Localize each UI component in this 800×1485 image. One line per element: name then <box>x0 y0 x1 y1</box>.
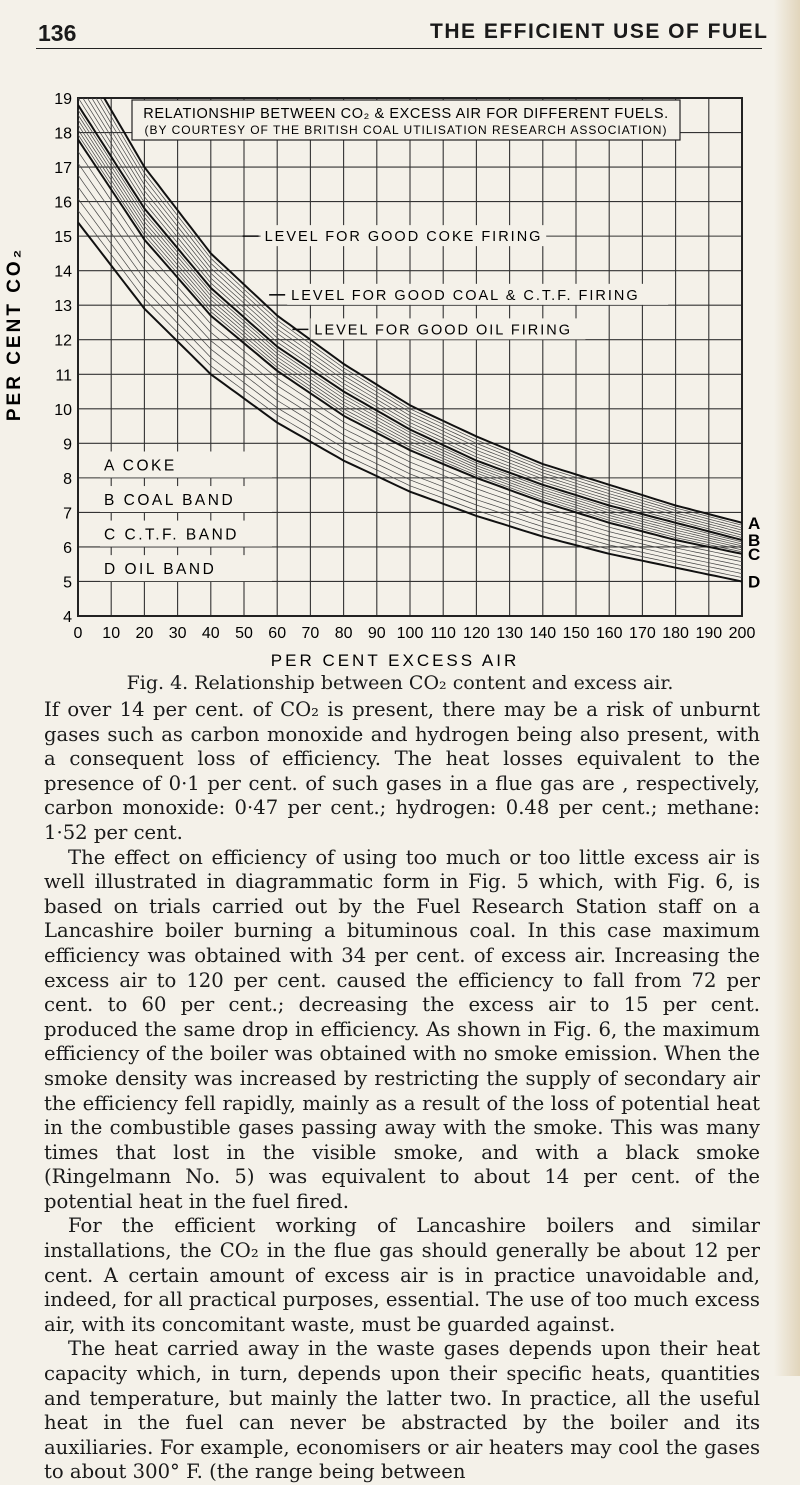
x-tick-label: 40 <box>201 625 220 642</box>
x-tick-label: 10 <box>102 625 121 642</box>
co2-excess-air-chart <box>0 84 800 670</box>
x-tick-label: 110 <box>430 625 456 642</box>
y-tick-label: 16 <box>54 194 72 212</box>
x-tick-label: 140 <box>529 625 557 642</box>
chart-title-box <box>132 100 680 140</box>
x-tick-label: 190 <box>695 625 723 642</box>
series-end-label: A <box>748 513 761 533</box>
y-tick-label: 6 <box>63 539 72 557</box>
y-tick-label: 11 <box>55 367 72 385</box>
x-tick-label: 70 <box>301 625 320 642</box>
chart-subtitle: (BY COURTESY OF THE BRITISH COAL UTILISATION RESEARCH ASSOCIATION) <box>144 123 668 137</box>
series-end-label: D <box>748 572 761 592</box>
y-tick-label: 19 <box>54 91 72 108</box>
paragraph-4: The heat carried away in the waste gases depends upon their heat capacity which, in turn, depends upon their specific heats, quantities and temperature, but mainly the latter two. In practice, all the useful heat in the fuel can never be abstracted by the boiler and its auxiliaries. For example, economisers or air heaters may cool the gases to about 300° F. (the range being between <box>44 1337 760 1484</box>
x-tick-label: 90 <box>367 625 386 642</box>
paragraph-1: If over 14 per cent. of CO₂ is present, there may be a risk of unburnt gases such as carbon monoxide and hydrogen being also present, with a consequent loss of efficiency. The heat losses equivalent to the presence of 0·1 per cent. of such gases in a flue gas are , respectively, carbon monoxide: 0·47 per cent.; hydrogen: 0.48 per cent.; methane: 1·52 per cent. <box>44 698 760 844</box>
x-tick-label: 120 <box>463 625 490 642</box>
y-tick-label: 5 <box>63 574 72 592</box>
page-header <box>0 0 800 60</box>
x-tick-label: 30 <box>168 625 187 642</box>
chart-annotations <box>243 225 669 339</box>
y-tick-label: 13 <box>54 298 72 316</box>
series-end-label: B <box>748 531 761 551</box>
series-end-label: C <box>748 544 761 564</box>
annotation-label: LEVEL FOR GOOD COAL & C.T.F. FIRING <box>291 287 640 304</box>
y-tick-label: 18 <box>54 125 72 143</box>
x-tick-label: 20 <box>135 625 154 642</box>
x-tick-label: 180 <box>662 625 689 642</box>
page-edge-stain <box>774 0 800 1376</box>
x-tick-label: 160 <box>595 625 623 642</box>
y-tick-label: 17 <box>54 160 72 178</box>
legend-entry: B COAL BAND <box>104 492 236 510</box>
legend-entry: C C.T.F. BAND <box>104 526 239 544</box>
legend-entry: D OIL BAND <box>104 561 217 579</box>
annotation-label: LEVEL FOR GOOD COKE FIRING <box>264 229 543 246</box>
paragraph-2: The effect on efficiency of using too much or too little excess air is well illustrated in diagrammatic form in Fig. 5 which, with Fig. 6, is based on trials carried out by the Fuel Research Station staff on a Lancashire boiler burning a bituminous coal. In this case maximum efficiency was obtained with 34 per cent. of excess air. Increasing the excess air to 120 per cent. caused the efficiency to fall from 72 per cent. to 60 per cent.; decreasing the excess air to 15 per cent. produced the same drop in efficiency. As shown in Fig. 6, the maximum efficiency of the boiler was obtained with no smoke emission. When the smoke density was increased by restricting the supply of secondary air the efficiency fell rapidly, mainly as a result of the loss of potential heat in the combustible gases passing away with the smoke. This was many times that lost in the visible smoke, and with a black smoke (Ringelmann No. 5) was equivalent to about 14 per cent. of the potential heat in the fuel fired. <box>44 845 760 1213</box>
y-tick-label: 14 <box>54 263 72 281</box>
y-axis-label: PER CENT CO₂ <box>4 246 25 422</box>
legend-entry: A COKE <box>104 457 177 475</box>
body-text <box>44 698 760 1485</box>
x-axis-label: PER CENT EXCESS AIR <box>270 651 520 670</box>
y-tick-label: 12 <box>54 332 72 350</box>
x-tick-label: 130 <box>496 625 523 642</box>
x-tick-label: 0 <box>73 625 83 642</box>
x-tick-label: 200 <box>728 625 756 642</box>
x-tick-label: 150 <box>562 625 590 642</box>
y-tick-label: 9 <box>63 436 72 454</box>
chart-legend <box>100 452 272 582</box>
y-tick-label: 10 <box>54 401 72 419</box>
header-rule <box>36 48 762 49</box>
y-tick-label: 7 <box>63 505 72 523</box>
y-tick-label: 4 <box>63 609 72 626</box>
x-tick-label: 170 <box>629 625 656 642</box>
y-tick-label: 8 <box>63 470 72 488</box>
x-tick-label: 60 <box>268 625 287 642</box>
x-tick-label: 50 <box>235 625 253 642</box>
x-tick-label: 80 <box>334 625 353 642</box>
x-tick-label: 100 <box>396 625 424 642</box>
chart-title: RELATIONSHIP BETWEEN CO₂ & EXCESS AIR FOR DIFFERENT FUELS. <box>143 106 669 122</box>
page-number: 136 <box>38 20 77 46</box>
figure-caption: Fig. 4. Relationship between CO₂ content and excess air. <box>126 672 674 694</box>
running-title: THE EFFICIENT USE OF FUEL <box>430 20 769 43</box>
annotation-label: LEVEL FOR GOOD OIL FIRING <box>314 322 573 339</box>
y-tick-label: 15 <box>54 229 72 247</box>
paragraph-3: For the efficient working of Lancashire boilers and similar installations, the CO₂ in the flue gas should generally be about 12 per cent. A certain amount of excess air is in practice unavoidable and, indeed, for all practical purposes, essential. The use of too much excess air, with its concomitant waste, must be guarded against. <box>44 1214 760 1336</box>
